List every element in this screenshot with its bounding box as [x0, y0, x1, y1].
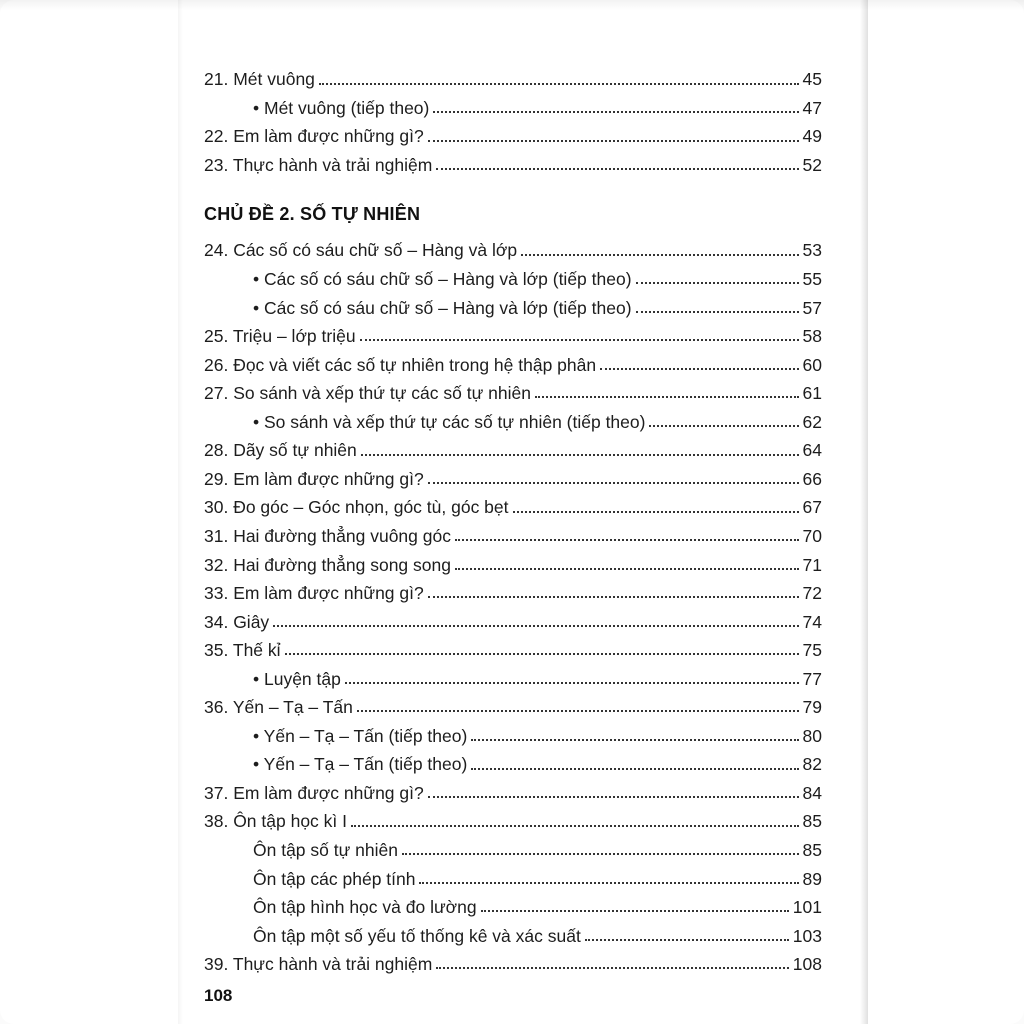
dot-leader	[471, 768, 798, 770]
toc-entry	[204, 892, 822, 921]
toc-entry-label: 24. Các số có sáu chữ số – Hàng và lớp	[204, 240, 518, 261]
toc-entry-page: 89	[802, 868, 822, 889]
toc-entry-label: 30. Đo góc – Góc nhọn, góc tù, góc bẹt	[204, 497, 509, 518]
toc-entry-label: 38. Ôn tập học kì I	[204, 811, 347, 832]
toc-entry	[204, 549, 822, 578]
toc-entry-page: 71	[802, 554, 822, 575]
toc-entry-page: 60	[802, 354, 822, 375]
dot-leader	[513, 511, 799, 513]
toc-entry	[204, 720, 822, 749]
toc-entry-page: 101	[792, 897, 822, 918]
toc-entry-page: 82	[802, 754, 822, 775]
toc-entry-label: 39. Thực hành và trải nghiệm	[204, 954, 433, 975]
toc-entry-page: 49	[802, 126, 822, 147]
toc-entry-label: 27. So sánh và xếp thứ tự các số tự nhiên	[204, 383, 531, 404]
toc-entry-page: 45	[802, 69, 822, 90]
toc-entry-page: 62	[802, 411, 822, 432]
toc-entry-page: 55	[802, 269, 822, 290]
toc-entry	[204, 863, 822, 892]
toc-entry-page: 103	[792, 925, 822, 946]
toc-entry	[204, 406, 822, 435]
table-of-contents	[204, 64, 822, 977]
toc-entry	[204, 235, 822, 264]
toc-entry	[204, 578, 822, 607]
toc-entry-page: 77	[802, 668, 822, 689]
toc-entry	[204, 93, 822, 122]
toc-entry-page: 85	[802, 839, 822, 860]
toc-entry-label: 35. Thế kỉ	[204, 640, 281, 661]
dot-leader	[436, 168, 798, 170]
toc-entry-label: • So sánh và xếp thứ tự các số tự nhiên (tiếp theo)	[253, 411, 646, 432]
toc-entry-page: 72	[802, 583, 822, 604]
footer-page-number: 108	[204, 986, 233, 1005]
toc-entry-label: 28. Dãy số tự nhiên	[204, 440, 357, 461]
page-right-edge	[860, 0, 868, 1024]
dot-leader	[419, 882, 798, 884]
toc-entry-label: 21. Mét vuông	[204, 69, 315, 90]
toc-entry-page: 80	[802, 725, 822, 746]
toc-entry-page: 70	[802, 525, 822, 546]
page-top-shade	[0, 0, 1024, 10]
toc-entry-page: 75	[802, 640, 822, 661]
toc-entry-label: 31. Hai đường thẳng vuông góc	[204, 525, 451, 546]
toc-entry-label: 29. Em làm được những gì?	[204, 468, 424, 489]
toc-entry-label: • Yến – Tạ – Tấn (tiếp theo)	[253, 754, 468, 775]
dot-leader	[521, 254, 798, 256]
toc-entry-label: 33. Em làm được những gì?	[204, 583, 424, 604]
toc-entry	[204, 521, 822, 550]
toc-entry-label: Ôn tập số tự nhiên	[253, 839, 398, 860]
toc-entry-label: 34. Giây	[204, 611, 270, 632]
toc-entry	[204, 349, 822, 378]
toc-entry	[204, 64, 822, 93]
toc-entry-label: 37. Em làm được những gì?	[204, 782, 424, 803]
toc-entry-page: 58	[802, 326, 822, 347]
toc-entry	[204, 663, 822, 692]
toc-entry	[204, 121, 822, 150]
page-left-edge	[178, 0, 183, 1024]
dot-leader	[285, 653, 799, 655]
dot-leader	[428, 596, 799, 598]
toc-entry	[204, 435, 822, 464]
dot-leader	[433, 111, 798, 113]
dot-leader	[649, 425, 798, 427]
toc-entry-label: 26. Đọc và viết các số tự nhiên trong hệ thập phân	[204, 354, 597, 375]
toc-entry-label: 23. Thực hành và trải nghiệm	[204, 154, 433, 175]
toc-entry	[204, 292, 822, 321]
toc-entry-page: 74	[802, 611, 822, 632]
toc-entry-label: • Yến – Tạ – Tấn (tiếp theo)	[253, 725, 468, 746]
toc-entry-label: 32. Hai đường thẳng song song	[204, 554, 451, 575]
toc-entry-label: 36. Yến – Tạ – Tấn	[204, 697, 353, 718]
toc-entry	[204, 806, 822, 835]
toc-entry-page: 47	[802, 97, 822, 118]
toc-entry	[204, 606, 822, 635]
dot-leader	[455, 539, 799, 541]
dot-leader	[361, 454, 799, 456]
toc-entry-page: 84	[802, 782, 822, 803]
toc-entry	[204, 378, 822, 407]
dot-leader	[436, 967, 788, 969]
dot-leader	[636, 311, 799, 313]
toc-entry-page: 67	[802, 497, 822, 518]
toc-entry-label: • Các số có sáu chữ số – Hàng và lớp (tiếp theo)	[253, 269, 632, 290]
dot-leader	[471, 739, 798, 741]
toc-entry-label: Ôn tập hình học và đo lường	[253, 897, 477, 918]
dot-leader	[481, 910, 789, 912]
dot-leader	[535, 396, 799, 398]
toc-entry-page: 52	[802, 154, 822, 175]
dot-leader	[428, 140, 799, 142]
toc-entry-page: 57	[802, 297, 822, 318]
toc-entry	[204, 692, 822, 721]
dot-leader	[357, 710, 799, 712]
toc-entry	[204, 949, 822, 978]
toc-entry-page: 66	[802, 468, 822, 489]
dot-leader	[428, 482, 799, 484]
toc-entry-page: 64	[802, 440, 822, 461]
toc-entry-label: Ôn tập một số yếu tố thống kê và xác suất	[253, 925, 581, 946]
dot-leader	[585, 939, 789, 941]
toc-entry	[204, 635, 822, 664]
toc-entry-page: 53	[802, 240, 822, 261]
chapter-heading: CHỦ ĐỀ 2. SỐ TỰ NHIÊN	[204, 204, 421, 225]
dot-leader	[428, 796, 799, 798]
toc-entry-label: • Các số có sáu chữ số – Hàng và lớp (tiếp theo)	[253, 297, 632, 318]
toc-entry	[204, 321, 822, 350]
dot-leader	[360, 339, 799, 341]
toc-entry-label: 22. Em làm được những gì?	[204, 126, 424, 147]
toc-entry-page: 108	[792, 954, 822, 975]
toc-entry-label: 25. Triệu – lớp triệu	[204, 326, 356, 347]
dot-leader	[455, 568, 799, 570]
toc-entry-label: • Mét vuông (tiếp theo)	[253, 97, 430, 118]
dot-leader	[600, 368, 798, 370]
dot-leader	[402, 853, 799, 855]
toc-entry	[204, 835, 822, 864]
dot-leader	[319, 83, 799, 85]
toc-entry	[204, 920, 822, 949]
toc-entry-label: Ôn tập các phép tính	[253, 868, 416, 889]
toc-entry-label: • Luyện tập	[253, 668, 341, 689]
dot-leader	[345, 682, 799, 684]
toc-entry	[204, 464, 822, 493]
toc-entry-page: 61	[802, 383, 822, 404]
dot-leader	[636, 282, 799, 284]
toc-entry	[204, 749, 822, 778]
dot-leader	[273, 625, 798, 627]
toc-entry	[204, 150, 822, 179]
toc-entry	[204, 492, 822, 521]
dot-leader	[351, 825, 799, 827]
toc-entry	[204, 264, 822, 293]
toc-entry-page: 79	[802, 697, 822, 718]
toc-entry	[204, 778, 822, 807]
toc-entry-page: 85	[802, 811, 822, 832]
